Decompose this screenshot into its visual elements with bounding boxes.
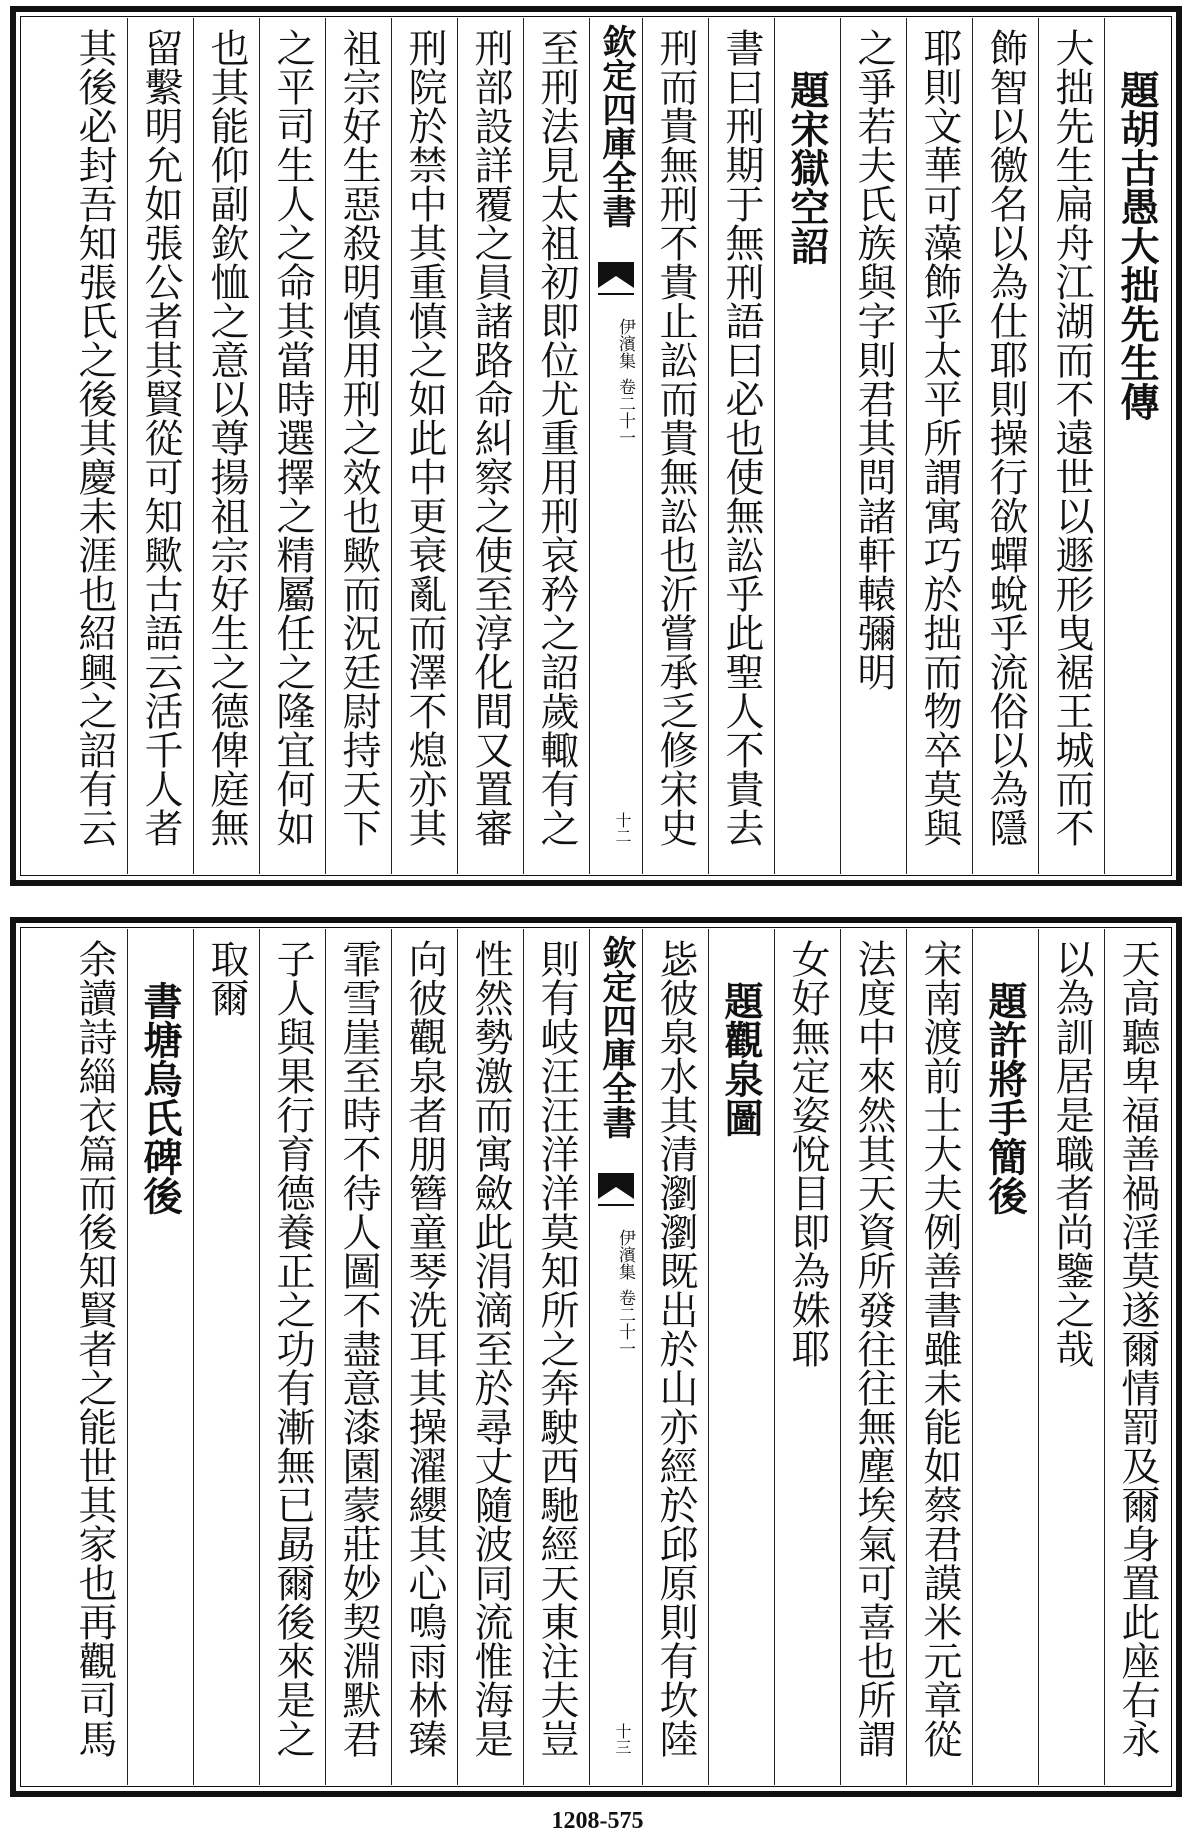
column-text: 性然勢激而寓斂此涓滴至於尋丈隨波同流惟海是	[468, 939, 513, 1758]
column-text: 之爭若夫氏族與字則君其問諸軒轅彌明	[851, 28, 896, 691]
column-text: 留繫明允如張公者其賢從可知歟古語云活千人者	[138, 28, 183, 847]
text-column	[127, 929, 193, 1785]
column-text: 飾智以徼名以為仕耶則操行欲蟬蛻乎流俗以為隱	[983, 28, 1028, 847]
text-column	[708, 929, 774, 1785]
text-column	[391, 18, 457, 874]
center-fold-column	[589, 18, 642, 874]
section-heading: 書塘烏氏碑後	[137, 981, 183, 1215]
fishtail-mark-icon	[596, 1169, 636, 1209]
column-text: 則有岐汪汪洋洋莫知所之奔駛西馳經天東注夫豈	[534, 939, 579, 1758]
text-column	[972, 18, 1038, 874]
book-name: 伊濱集	[615, 1229, 635, 1280]
text-column	[457, 929, 523, 1785]
text-column	[325, 18, 391, 874]
fishtail-mark-icon	[596, 258, 636, 298]
text-column	[1038, 929, 1104, 1785]
text-column	[259, 929, 325, 1785]
text-column	[708, 18, 774, 874]
column-text: 女好無定姿悅目即為姝耶	[785, 939, 830, 1368]
volume-number: 卷二十一	[615, 378, 635, 446]
book-name: 伊濱集	[615, 318, 635, 369]
section-heading: 題宋獄空詔	[784, 70, 830, 265]
text-column	[457, 18, 523, 874]
text-column	[325, 929, 391, 1785]
page-number: 十三	[613, 1723, 632, 1755]
text-column	[840, 18, 906, 874]
text-column	[972, 929, 1038, 1785]
bottom-page-frame	[10, 917, 1182, 1797]
bottom-page-columns	[22, 929, 1170, 1785]
text-column	[774, 929, 840, 1785]
text-column	[642, 18, 708, 874]
section-heading: 題胡古愚大拙先生傳	[1114, 70, 1160, 421]
text-column	[61, 929, 127, 1785]
column-text: 書曰刑期于無刑語曰必也使無訟乎此聖人不貴去	[719, 28, 764, 847]
top-page-frame	[10, 6, 1182, 886]
text-column	[1104, 929, 1170, 1785]
column-text: 宋南渡前士大夫例善書雖未能如蔡君謨米元章從	[917, 939, 962, 1758]
center-fold-column	[589, 929, 642, 1785]
page-number: 十二	[613, 812, 632, 844]
text-column	[259, 18, 325, 874]
column-text: 大拙先生扁舟江湖而不遠世以遯形曳裾王城而不	[1049, 28, 1094, 847]
text-column	[774, 18, 840, 874]
text-column	[523, 929, 589, 1785]
text-column	[391, 929, 457, 1785]
column-text: 之平司生人之命其當時選擇之精屬任之隆宜何如	[270, 28, 315, 847]
text-column	[840, 929, 906, 1785]
text-column	[1038, 18, 1104, 874]
column-text: 至刑法見太祖初即位尤重用刑哀矜之詔歲輙有之	[534, 28, 579, 847]
column-text: 以為訓居是職者尚鑒之哉	[1049, 939, 1094, 1368]
column-text: 刑而貴無刑不貴止訟而貴無訟也沂嘗承乏修宋史	[653, 28, 698, 847]
column-text: 祖宗好生惡殺明慎用刑之效也歟而況廷尉持天下	[336, 28, 381, 847]
column-text: 法度中來然其天資所發往往無塵埃氣可喜也所謂	[851, 939, 896, 1758]
section-heading: 題觀泉圖	[718, 981, 764, 1137]
text-column	[127, 18, 193, 874]
column-text: 霏雪崖至時不待人圖不盡意漆園蒙莊妙契淵默君	[336, 939, 381, 1758]
collection-title: 欽定四庫全書	[596, 935, 636, 1139]
column-text: 取爾	[204, 939, 249, 1017]
page-footer-code: 1208-575	[551, 1808, 644, 1834]
column-text: 向彼觀泉者朋簪童琴洗耳其操濯纓其心鳴雨林臻	[402, 939, 447, 1758]
text-column	[1104, 18, 1170, 874]
column-text: 刑部設詳覆之員諸路命糾察之使至淳化間又置審	[468, 28, 513, 847]
text-column	[193, 929, 259, 1785]
text-column	[193, 18, 259, 874]
column-text: 子人與果行育德養正之功有漸無已勗爾後來是之	[270, 939, 315, 1758]
text-column	[642, 929, 708, 1785]
column-text: 耶則文華可藻飾乎太平所謂寓巧於拙而物卒莫與	[917, 28, 962, 847]
volume-number: 卷二十一	[615, 1289, 635, 1357]
text-column	[61, 18, 127, 874]
column-text: 天高聽卑福善禍淫莫遂爾情罰及爾身置此座右永	[1115, 939, 1160, 1758]
text-column	[906, 929, 972, 1785]
text-column	[906, 18, 972, 874]
section-heading: 題許將手簡後	[982, 981, 1028, 1215]
column-text: 毖彼泉水其清瀏瀏既出於山亦經於邱原則有坎陸	[653, 939, 698, 1758]
column-text: 刑院於禁中其重慎之如此中更衰亂而澤不熄亦其	[402, 28, 447, 847]
column-text: 其後必封吾知張氏之後其慶未涯也紹興之詔有云	[72, 28, 117, 847]
top-page-columns	[22, 18, 1170, 874]
column-text: 余讀詩緇衣篇而後知賢者之能世其家也再觀司馬	[72, 939, 117, 1758]
column-text: 也其能仰副欽恤之意以尊揚祖宗好生之德俾庭無	[204, 28, 249, 847]
collection-title: 欽定四庫全書	[596, 24, 636, 228]
text-column	[523, 18, 589, 874]
